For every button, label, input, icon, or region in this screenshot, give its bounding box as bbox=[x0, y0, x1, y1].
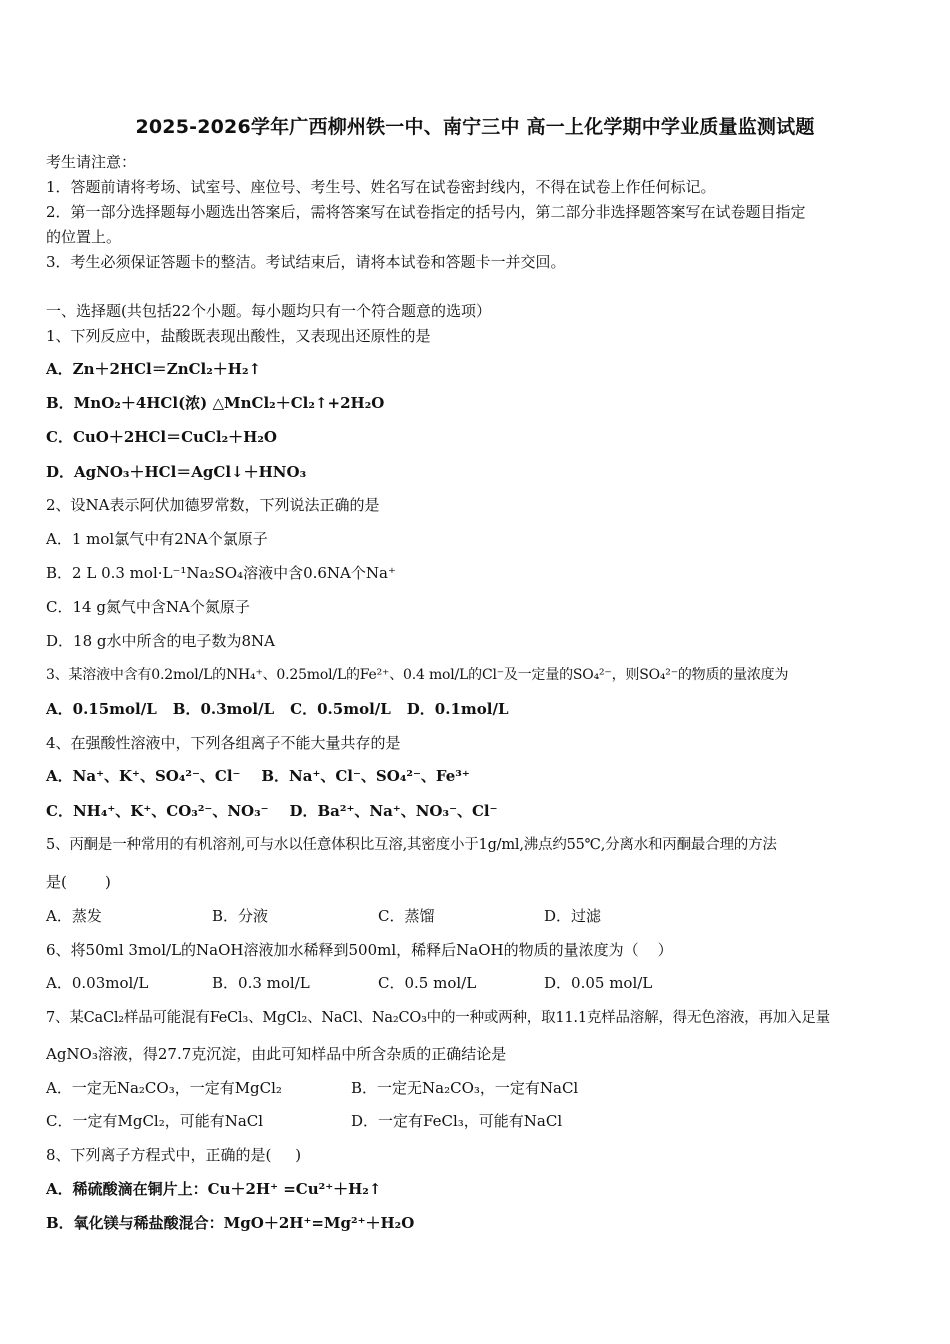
notice-item-2: 2．第一部分选择题每小题选出答案后，需将答案写在试卷指定的括号内，第二部分非选择题答案写在试卷题目指定 bbox=[46, 203, 806, 221]
question-3-option-b: B．0.3mol/L bbox=[172, 700, 275, 718]
question-5-option-d: D．过滤 bbox=[544, 907, 602, 925]
question-3-options bbox=[46, 698, 916, 720]
question-7-options-row-2 bbox=[46, 1110, 916, 1132]
question-2-option-c: C．14 g氮气中含NA个氮原子 bbox=[46, 598, 250, 616]
question-4-options-row-2: C．NH₄⁺、K⁺、CO₃²⁻、NO₃⁻ D．Ba²⁺、Na⁺、NO₃⁻、Cl⁻ bbox=[46, 802, 498, 820]
question-1-option-c: C．CuO＋2HCl＝CuCl₂＋H₂O bbox=[46, 428, 277, 446]
question-8-option-b: B．氧化镁与稀盐酸混合：MgO＋2H⁺=Mg²⁺＋H₂O bbox=[46, 1214, 415, 1232]
question-3-option-c: C．0.5mol/L bbox=[290, 700, 391, 718]
question-2-option-d: D．18 g水中所含的电子数为8NA bbox=[46, 632, 275, 650]
question-6-option-b: B．0.3 mol/L bbox=[212, 974, 310, 992]
question-5-option-c: C．蒸馏 bbox=[378, 907, 435, 925]
question-6-options bbox=[46, 972, 916, 994]
notice-heading: 考生请注意： bbox=[46, 153, 137, 171]
notice-item-1: 1．答题前请将考场、试室号、座位号、考生号、姓名写在试卷密封线内，不得在试卷上作任何标记。 bbox=[46, 178, 716, 196]
question-5-stem-cont: 是( ) bbox=[46, 873, 111, 891]
question-6-stem: 6、将50ml 3mol/L的NaOH溶液加水稀释到500ml，稀释后NaOH的物质的量浓度为（ ） bbox=[46, 941, 673, 959]
question-6-option-d: D．0.05 mol/L bbox=[544, 974, 653, 992]
question-2-stem: 2、设NA表示阿伏加德罗常数，下列说法正确的是 bbox=[46, 496, 380, 514]
question-7-stem-cont: AgNO₃溶液，得27.7克沉淀，由此可知样品中所含杂质的正确结论是 bbox=[46, 1045, 507, 1063]
question-7-option-a: A．一定无Na₂CO₃，一定有MgCl₂ bbox=[46, 1079, 282, 1097]
question-1-option-a: A．Zn＋2HCl＝ZnCl₂＋H₂↑ bbox=[46, 360, 262, 378]
question-5-stem: 5、丙酮是一种常用的有机溶剂,可与水以任意体积比互溶,其密度小于1g/ml,沸点约55℃,分离水和丙酮最合理的方法 bbox=[46, 837, 777, 853]
question-3-stem: 3、某溶液中含有0.2mol/L的NH₄⁺、0.25mol/L的Fe²⁺、0.4 mol/L的Cl⁻及一定量的SO₄²⁻，则SO₄²⁻的物质的量浓度为 bbox=[46, 667, 789, 683]
question-7-option-c: C．一定有MgCl₂，可能有NaCl bbox=[46, 1112, 264, 1130]
notice-item-3: 3．考生必须保证答题卡的整洁。考试结束后，请将本试卷和答题卡一并交回。 bbox=[46, 253, 566, 271]
question-7-stem: 7、某CaCl₂样品可能混有FeCl₃、MgCl₂、NaCl、Na₂CO₃中的一种或两种，取11.1克样品溶解，得无色溶液，再加入足量 bbox=[46, 1010, 830, 1026]
question-5-options bbox=[46, 905, 916, 927]
question-8-option-a: A．稀硫酸滴在铜片上：Cu＋2H⁺ =Cu²⁺＋H₂↑ bbox=[46, 1180, 382, 1198]
question-4-options-row-1: A．Na⁺、K⁺、SO₄²⁻、Cl⁻ B．Na⁺、Cl⁻、SO₄²⁻、Fe³⁺ bbox=[46, 767, 470, 785]
question-7-option-d: D．一定有FeCl₃，可能有NaCl bbox=[351, 1112, 563, 1130]
question-1-option-b: B．MnO₂＋4HCl(浓) △MnCl₂＋Cl₂↑+2H₂O bbox=[46, 394, 385, 412]
question-3-option-d: D．0.1mol/L bbox=[406, 700, 509, 718]
notice-item-2-cont: 的位置上。 bbox=[46, 228, 122, 246]
question-6-option-a: A．0.03mol/L bbox=[46, 974, 149, 992]
question-1-stem: 1、下列反应中，盐酸既表现出酸性，又表现出还原性的是 bbox=[46, 327, 431, 345]
page-title: 2025-2026学年广西柳州铁一中、南宁三中 高一上化学期中学业质量监测试题 bbox=[135, 116, 815, 138]
question-1-option-d: D．AgNO₃＋HCl＝AgCl↓＋HNO₃ bbox=[46, 463, 307, 481]
question-4-stem: 4、在强酸性溶液中，下列各组离子不能大量共存的是 bbox=[46, 734, 401, 752]
question-3-option-a: A．0.15mol/L bbox=[46, 700, 157, 718]
section-heading: 一、选择题(共包括22个小题。每小题均只有一个符合题意的选项） bbox=[46, 302, 491, 320]
question-7-option-b: B．一定无Na₂CO₃，一定有NaCl bbox=[351, 1079, 579, 1097]
question-8-stem: 8、下列离子方程式中，正确的是( ) bbox=[46, 1146, 302, 1164]
question-5-option-a: A．蒸发 bbox=[46, 907, 102, 925]
question-5-option-b: B．分液 bbox=[212, 907, 269, 925]
question-2-option-b: B．2 L 0.3 mol·L⁻¹Na₂SO₄溶液中含0.6NA个Na⁺ bbox=[46, 564, 396, 582]
question-7-options-row-1 bbox=[46, 1077, 916, 1099]
question-2-option-a: A．1 mol氯气中有2NA个氯原子 bbox=[46, 530, 268, 548]
question-6-option-c: C．0.5 mol/L bbox=[378, 974, 477, 992]
